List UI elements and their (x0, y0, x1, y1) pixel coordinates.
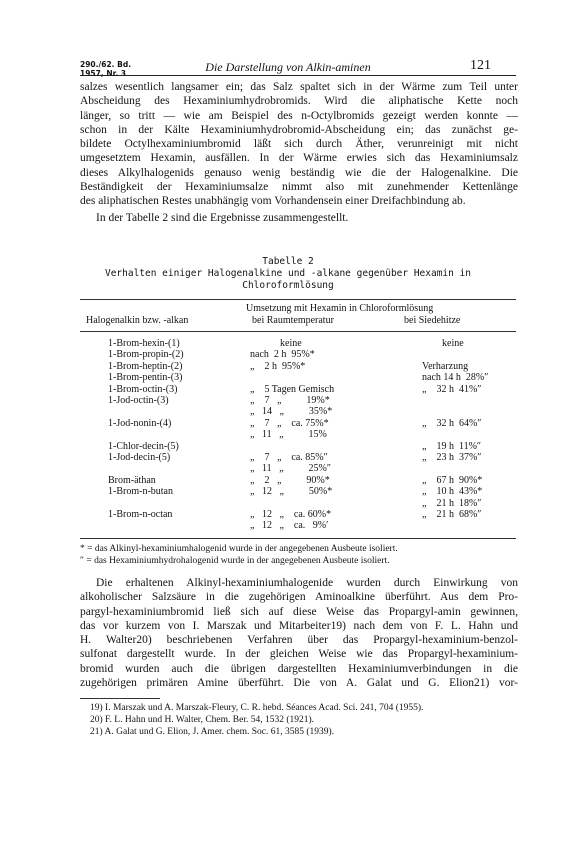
table-header-rule (80, 331, 516, 332)
boiling-cell: „ 21 h 18%″ (422, 497, 482, 509)
compound-cell: 1-Brom-n-octan (108, 509, 173, 520)
boiling-cell: Verharzung (422, 360, 469, 372)
paragraph-1 (80, 80, 518, 209)
compound-cell: Brom-äthan (108, 474, 156, 486)
text-line: bromid wurden auch die übrigen dargestellten Hexaminiumverbindungen in die (80, 662, 518, 675)
text-line: schon in der Kälte Hexaminiumhydrobromid-Abscheidung ein; das zunächst ge- (80, 123, 518, 136)
boiling-cell: „ 32 h 64%″ (422, 417, 482, 429)
text-line: umgesetztem Hexamin, ausfällen. In der Wärme erwies sich das Hexaminiumsalz (80, 152, 518, 165)
table-row (80, 418, 516, 429)
reference-20: 20) F. L. Hahn und H. Walter, Chem. Ber. 54, 1532 (1921). (90, 715, 315, 725)
boiling-cell: „ 67 h 90%* (422, 474, 483, 486)
column-group-header: Umsetzung mit Hexamin in Chloroformlösung (246, 303, 434, 314)
table-row (80, 509, 516, 520)
page-number: 121 (470, 58, 491, 73)
room-temp-cell: „ 5 Tagen Gemisch (250, 383, 335, 395)
boiling-cell: keine (442, 338, 464, 349)
room-temp-cell: „ 12 „ ca. 60%* (250, 509, 332, 520)
column-header-boiling: bei Siedehitze (404, 315, 461, 326)
boiling-cell: „ 21 h 68%″ (422, 509, 482, 520)
text-line: zugehörigen primären Amine überführt. Die von A. Galat und G. Elion21) vor- (80, 677, 518, 690)
text-line: alkoholischer Salzsäure in die zugehörigen Aminoalkine überführt. Aus dem Pro- (80, 591, 518, 604)
table-row (80, 395, 516, 406)
table-row (80, 475, 516, 486)
compound-cell: 1-Jod-decin-(5) (108, 452, 171, 463)
boiling-cell: „ 19 h 11%″ (422, 440, 482, 452)
paragraph-3 (80, 576, 518, 690)
journal-line-1: 290./62. Bd. (80, 60, 132, 69)
table-row (80, 349, 516, 360)
table-note-1: * = das Alkinyl-hexaminiumhalogenid wurde in der angegebenen Ausbeute isoliert. (80, 544, 398, 554)
text-line: länger, so tritt — wie am Beispiel des n-Octylbromids gezeigt werden konnte — (80, 109, 518, 122)
compound-cell: 1-Brom-octin-(3) (108, 383, 178, 395)
room-temp-cell: „ 7 „ 19%* (250, 395, 330, 406)
table-note-2: ″ = das Hexaminiumhydrohalogenid wurde in der angegebenen Ausbeute isoliert. (80, 556, 390, 566)
header-rule (80, 75, 516, 76)
boiling-cell: nach 14 h 28%″ (422, 372, 489, 384)
table-row (80, 463, 516, 474)
room-temp-cell: „ 2 „ 90%* (250, 474, 330, 486)
table-label: Tabelle 2 (262, 256, 314, 267)
table-bottom-rule (80, 538, 516, 539)
journal-line-2: 1957, Nr. 3 (80, 69, 126, 78)
running-title: Die Darstellung von Alkin-aminen (205, 60, 371, 74)
text-line: Die erhaltenen Alkinyl-hexaminiumhalogenide wurden durch Einwirkung von (96, 577, 518, 589)
text-line: dieses Alkylhalogenids genauso wenig beständig wie die der Halogenalkine. Die (80, 166, 518, 179)
compound-cell: 1-Brom-propin-(2) (108, 349, 184, 361)
text-line: H. Walter20) beschriebenen Verfahren über das Propargyl-hexaminium-benzol- (80, 634, 518, 647)
room-temp-cell: keine (280, 338, 302, 349)
boiling-cell: „ 23 h 37%″ (422, 452, 482, 463)
room-temp-cell: „ 14 „ 35%* (250, 406, 333, 418)
text-line: pargyl-hexaminiumbromid ließ sich auf diese Weise das Propargyl-amin gewinnen, (80, 605, 518, 618)
column-header-room-temp: bei Raumtemperatur (252, 315, 334, 326)
table-row (80, 452, 516, 463)
table-top-rule (80, 299, 516, 300)
room-temp-cell: „ 7 „ ca. 85%″ (250, 452, 328, 463)
column-header-compound: Halogenalkin bzw. -alkan (86, 315, 189, 326)
compound-cell: 1-Brom-heptin-(2) (108, 360, 183, 372)
text-line: sulfonat dargestellt wurde. In der gleichen Weise wie das Propargyl-hexaminium- (80, 648, 518, 661)
boiling-cell: „ 32 h 41%″ (422, 383, 482, 395)
table-row (80, 384, 516, 395)
compound-cell: 1-Brom-pentin-(3) (108, 372, 183, 384)
text-line: des aliphatischen Restes unabhängig vom Vorhandensein einer Dreifachbindung ab. (80, 195, 466, 208)
text-line: Beständigkeit der Hexaminiumsalze nimmt also mit zunehmender Kettenlänge (80, 181, 518, 194)
room-temp-cell: „ 7 „ ca. 75%* (250, 417, 329, 429)
reference-19: 19) I. Marszak und A. Marszak-Fleury, C. R. hebd. Séances Acad. Sci. 241, 704 (1955). (90, 703, 424, 713)
room-temp-cell: „ 11 „ 25%″ (250, 463, 332, 475)
footnote-rule (80, 698, 160, 699)
text-line: salzes wesentlich langsamer ein; das Salz spaltet sich in der Wärme zum Teil unter (80, 81, 518, 93)
compound-cell: 1-Jod-nonin-(4) (108, 417, 172, 429)
compound-cell: 1-Brom-n-butan (108, 486, 173, 498)
room-temp-cell: „ 2 h 95%* (250, 360, 306, 372)
room-temp-cell: nach 2 h 95%* (250, 349, 315, 361)
text-line: Abscheidung des Hexaminiumhydrobromids. Wird die aliphatische Kette noch (80, 95, 518, 108)
table-row (80, 429, 516, 440)
table-caption-line-1: Verhalten einiger Halogenalkine und -alkane gegenüber Hexamin in (104, 268, 472, 279)
table-row (80, 441, 516, 452)
compound-cell: 1-Brom-hexin-(1) (108, 338, 180, 349)
table-row (80, 486, 516, 497)
boiling-cell: „ 10 h 43%* (422, 486, 483, 498)
reference-21: 21) A. Galat und G. Elion, J. Amer. chem. Soc. 61, 3585 (1939). (90, 727, 335, 737)
table-row (80, 372, 516, 383)
table-row (80, 498, 516, 509)
room-temp-cell: „ 12 „ 50%* (250, 486, 333, 498)
compound-cell: 1-Chlor-decin-(5) (108, 440, 179, 452)
table-caption-line-2: Chloroformlösung (242, 280, 334, 291)
table-row (80, 406, 516, 417)
room-temp-cell: „ 11 „ 15% (250, 429, 327, 441)
table-row (80, 338, 516, 349)
table-row (80, 361, 516, 372)
text-line: das vor kurzem von I. Marszak und Mitarbeiter19) nach dem von F. L. Hahn und (80, 619, 518, 632)
compound-cell: 1-Jod-octin-(3) (108, 395, 169, 406)
room-temp-cell: „ 12 „ ca. 9%′ (250, 520, 329, 532)
paragraph-2 (80, 211, 518, 225)
text-line: bildete Octylhexaminiumbromid läßt sich durch Äther, verunreinigt mit nicht (80, 138, 518, 151)
text-line: In der Tabelle 2 sind die Ergebnisse zusammengestellt. (96, 212, 349, 224)
table-row (80, 520, 516, 531)
